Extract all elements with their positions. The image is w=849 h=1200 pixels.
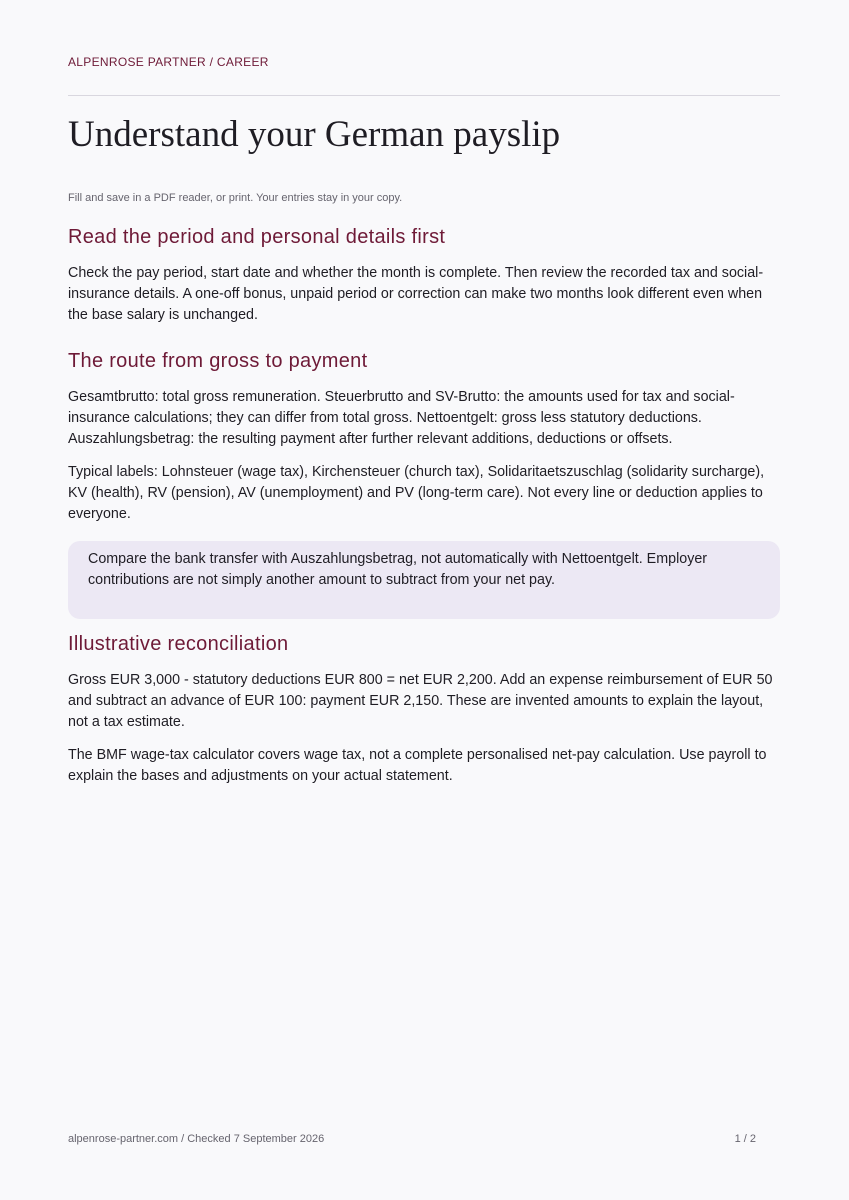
- header-divider: [68, 95, 780, 96]
- section-paragraph: Check the pay period, start date and whether the month is complete. Then review the recorded tax and social-insurance details. A one-off bonus, unpaid period or correction can make two months look different even when the base salary is unchanged.: [68, 265, 764, 323]
- article-body: [68, 224, 780, 787]
- footer-source: alpenrose-partner.com / Checked 7 September 2026: [68, 1133, 325, 1145]
- callout-box: [68, 541, 780, 619]
- section-paragraph: Typical labels: Lohnsteuer (wage tax), Kirchensteuer (church tax), Solidaritaetszuschlag (solidarity surcharge), KV (health), RV (pension), AV (unemployment) and PV (long-term care). Not every line or deduction applies to everyone.: [68, 464, 765, 522]
- section-period-details: [68, 224, 780, 326]
- section-gross-to-payment: [68, 348, 780, 619]
- section-paragraph: The BMF wage-tax calculator covers wage tax, not a complete personalised net-pay calculation. Use payroll to explain the bases and adjustments on your actual statement.: [68, 747, 767, 784]
- section-paragraph: Gesamtbrutto: total gross remuneration. Steuerbrutto and SV-Brutto: the amounts used for tax and social-insurance calculations; they can differ from total gross. Nettoentgelt: gross less statutory deductions. Auszahlungsbetrag: the resulting payment after further relevant additions, deductions or offsets.: [68, 389, 735, 447]
- section-reconciliation: [68, 631, 780, 787]
- page-number: 1 / 2: [734, 1133, 756, 1145]
- document-page: [68, 0, 780, 1200]
- section-heading: Illustrative reconciliation: [68, 633, 289, 655]
- callout-text: Compare the bank transfer with Auszahlungsbetrag, not automatically with Nettoentgelt. Employer contributions are not simply another amount to subtract from your net pay.: [88, 551, 708, 588]
- page-title: Understand your German payslip: [68, 114, 561, 155]
- brand-breadcrumb: ALPENROSE PARTNER / CAREER: [68, 55, 269, 69]
- section-heading: Read the period and personal details first: [68, 226, 446, 248]
- form-note: Fill and save in a PDF reader, or print. Your entries stay in your copy.: [68, 192, 403, 204]
- section-heading: The route from gross to payment: [68, 350, 368, 372]
- section-paragraph: Gross EUR 3,000 - statutory deductions EUR 800 = net EUR 2,200. Add an expense reimbursement of EUR 50 and subtract an advance of EUR 100: payment EUR 2,150. These are invented amounts to explain the layout, not a tax estimate.: [68, 672, 773, 730]
